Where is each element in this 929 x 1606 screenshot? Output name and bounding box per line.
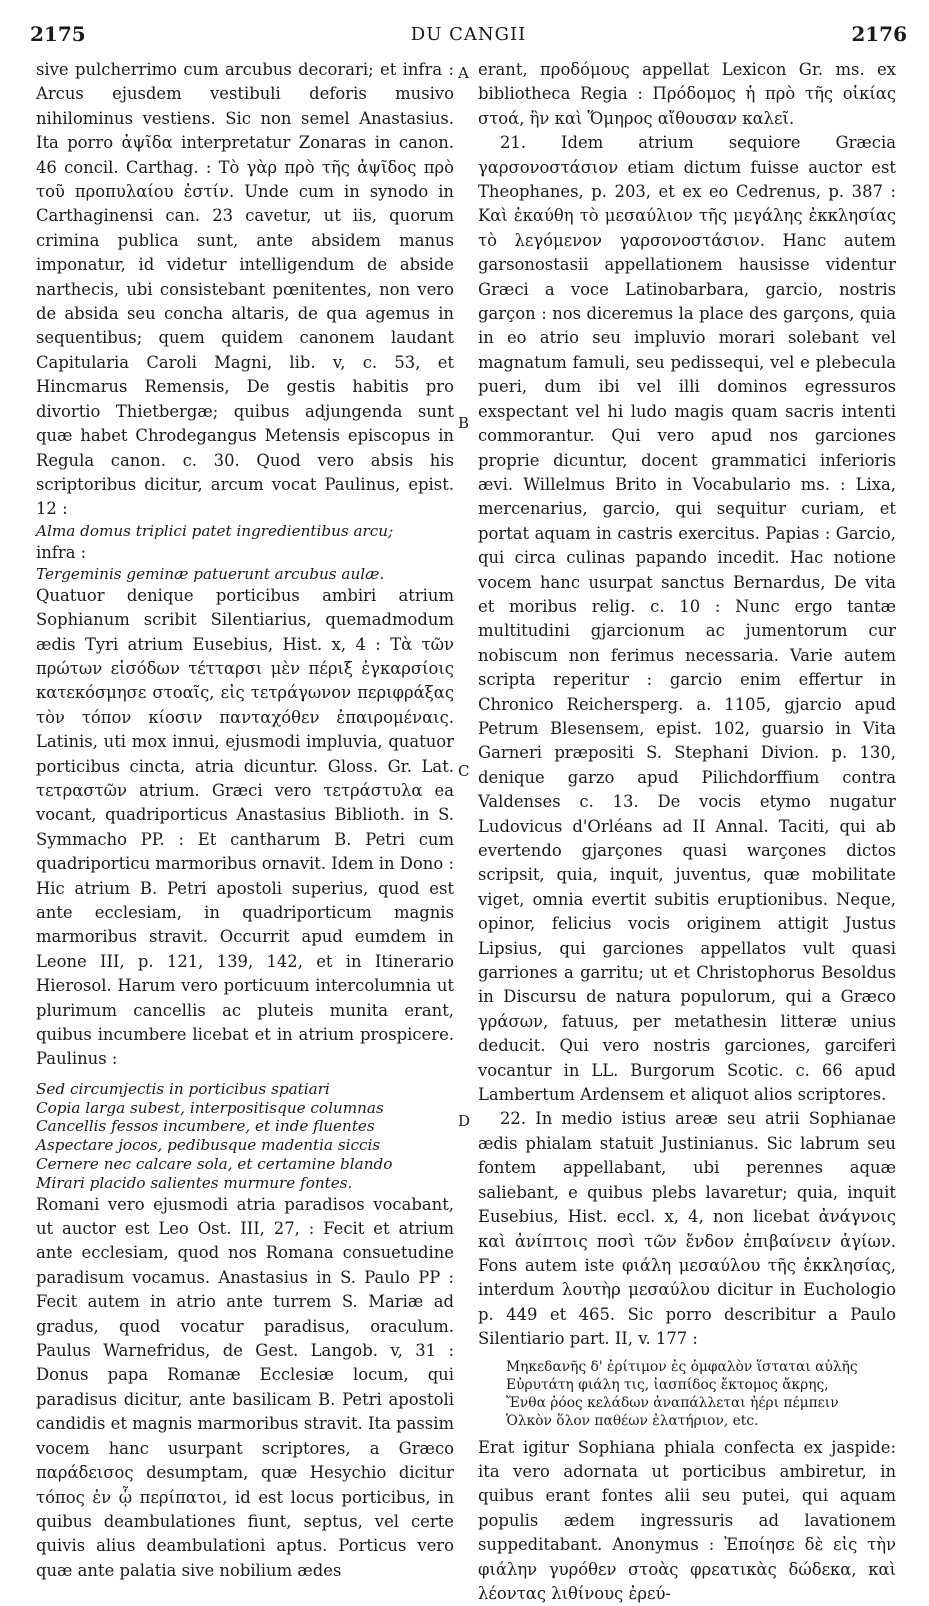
right-column: [478, 58, 896, 1606]
margin-letter-a: A: [458, 64, 469, 82]
verse-line: Sed circumjectis in porticibus spatiari: [36, 1079, 330, 1098]
left-verse-1: Alma domus triplici patet ingredientibus arcu;: [36, 521, 394, 540]
left-page-number: 2175: [30, 22, 86, 46]
right-paragraph-2: 21. Idem atrium sequiore Græcia γαρσονοστάσιον etiam dictum fuisse auctor est Theophanes, p. 203, et ex eo Cedrenus, p. 387 : Καὶ ἐκαύθη τὸ μεσαύλιον τῆς μεγάλης ἐκκλησίας τὸ λεγόμενον γαρσονοστάσιον. Hanc autem garsonostasii appellationem hausisse videntur Græci a voce Latinobarbara, garcio, nostris garçon : nos diceremus la place des garçons, quia in eo atrio seu impluvio morari solebant vel magnatum famuli, seu pedissequi, vel e plebecula pueri, dum ibi vel illi dominos egressuros exspectant vel hi ludo magis quam sacris intenti commorantur. Qui vero apud nos garciones proprie dicuntur, docent grammatici inferioris ævi. Willelmus Brito in Vocabulario ms. : Lixa, mercenarius, garcio, qui sequitur curiam, et portat aquam in castris exercitus. Papias : Garcio, qui circa culinas papando incedit. Hac notione vocem hanc usurpat sanctus Bernardus, De vita et moribus relig. c. 10 : Nunc ergo tantæ multitudini gjarcionum ac jumentorum cur nobiscum non ferimus necessaria. Varie autem scripta reperitur : garcio enim effertur in Chronico Reichersperg. a. 1105, gjarcio apud Petrum Blesensem, epist. 102, guarsio in Vita Garneri præpositi S. Stephani Divion. p. 130, denique garzo apud Pilichdorffium contra Valdenses c. 13. De vocis etymo nugatur Ludovicus d'Orléans ad II Annal. Taciti, qui ab evertendo gjarçones quasi warçones dictos scripsit, quia, inquit, juventus, quæ mobilitate viget, omnia evertit subitis eruptionibus. Neque, opinor, felicius vocis originem attigit Justus Lipsius, qui garciones appellatos vult quasi garriones a garritu; ut et Christophorus Besoldus in Discursu de natura populorum, qui a Græco γράσων, fatuus, per metathesin litteræ unius deducit. Qui vero nostris garciones, garciferi vocantur in LL. Burgorum Scotic. c. 66 apud Lambertum Ardensem et aliquot alios scriptores.: [478, 133, 896, 1105]
left-verse-2: Tergeminis geminæ patuerunt arcubus aulæ.: [36, 564, 385, 583]
left-paragraph-3: Romani vero ejusmodi atria paradisos vocabant, ut auctor est Leo Ost. III, 27, : Fecit et atrium ante ecclesiam, quod nos Romana consuetudine paradisum vocamus. Anastasius in S. Paulo PP : Fecit autem in atrio ante turrem S. Mariæ ad gradus, quod vocatur paradisus, oraculum. Paulus Warnefridus, de Gest. Langob. v, 31 : Donus papa Romanæ Ecclesiæ locum, qui paradisus dicitur, ante basilicam B. Petri apostoli candidis et magnis marmoribus stravit. Ita passim vocem hanc usurpant scriptores, a Græco παράδεισος desumptam, quæ Hesychio dicitur τόπος ἐν ᾧ περίπατοι, id est locus porticibus, in quibus deambulationes fiunt, septus, vel certe quivis alius deambulationi aptus. Porticus vero quæ ante palatia sive nobilium ædes: [36, 1194, 454, 1580]
verse-line: Cancellis fessos incumbere, et inde fluentes: [36, 1117, 375, 1136]
greek-verse-line: Ὁλκὸν ὅλον παθέων ἐλατήριον, etc.: [506, 1412, 759, 1429]
verse-line: Mirari placido salientes murmure fontes.: [36, 1173, 353, 1192]
greek-verse-line: Μηκεδανῆς δ' ἐρίτιμον ἐς ὀμφαλὸν ἵσταται αὐλῆς: [506, 1358, 858, 1375]
left-column: [36, 58, 454, 1583]
verse-line: Cernere nec calcare sola, et certamine blando: [36, 1155, 393, 1174]
right-paragraph-1: erant, προδόμους appellat Lexicon Gr. ms. ex bibliotheca Regia : Πρόδομος ἡ πρὸ τῆς οἰκίας στοά, ἣν καὶ Ὅμηρος αἴθουσαν καλεῖ.: [478, 60, 896, 128]
right-paragraph-4: Erat igitur Sophiana phiala confecta ex jaspide: ita vero adornata ut porticibus ambiretur, in quibus erant fontes alii seu putei, qui aquam populis ædem ingressuris ad lavationem suppeditabant. Anonymus : Ἐποίησε δὲ εἰς τὴν φιάλην γυρόθεν στοὰς φρεατικὰς δώδεκα, καὶ λέοντας λιθίνους ἐρεύ-: [478, 1437, 896, 1603]
page-header: [30, 22, 907, 52]
margin-letter-b: B: [458, 414, 470, 432]
verse-line: Copia larga subest, interpositisque columnas: [36, 1098, 384, 1117]
greek-verse-line: Εὐρυτάτη φιάλη τις, ἰασπίδος ἔκτομος ἄκρης,: [506, 1376, 829, 1393]
right-paragraph-3: 22. In medio istius areæ seu atrii Sophianae ædis phialam statuit Justinianus. Sic labrum seu fontem appellabant, ubi perennes aquæ saliebant, e quibus plebs lavaretur; quia, inquit Eusebius, Hist. eccl. x, 4, non licebat ἀνάγνοις καὶ ἀνίπτοις ποσὶ τῶν ἔνδον ἐπιβαίνειν ἁγίων. Fons autem iste φιάλη μεσαύλου τῆς ἐκκλησίας, interdum λουτὴρ μεσαύλου dicitur in Euchologio p. 449 et 465. Sic porro describitur a Paulo Silentiario part. II, v. 177 :: [478, 1109, 896, 1349]
greek-verse: [506, 1358, 896, 1430]
left-infra: infra :: [36, 542, 87, 562]
verse-line: Aspectare jocos, pedibusque madentia siccis: [36, 1136, 381, 1155]
right-page-number: 2176: [851, 22, 907, 46]
greek-verse-line: Ἔνθα ῥόος κελάδων ἀναπάλλεται ἠέρι πέμπειν: [506, 1394, 839, 1411]
left-paragraph-1: sive pulcherrimo cum arcubus decorari; et infra : Arcus ejusdem vestibuli deforis musivo nihilominus vestiens. Sic non semel Anastasius. Ita porro ἀψῖδα interpretatur Zonaras in canon. 46 concil. Carthag. : Τὸ γὰρ πρὸ τῆς ἀψῖδος πρὸ τοῦ προπυλαίου ἐστίν. Unde cum in synodo in Carthaginensi can. 23 cavetur, ut iis, quorum crimina publica sunt, ante absidem manus imponatur, id videtur intelligendum de abside narthecis, ubi consistebant pœnitentes, non vero de absida seu concha altaris, de qua agemus in sequentibus; quem quidem canonem laudant Capitularia Caroli Magni, lib. v, c. 53, et Hincmarus Remensis, De gestis habitis pro divortio Thietbergæ; quibus adjungenda sunt quæ habet Chrodegangus Metensis episcopus in Regula canon. c. 30. Quod vero absis his scriptoribus dicitur, arcum vocat Paulinus, epist. 12 :: [36, 60, 454, 519]
margin-letter-c: C: [458, 762, 470, 780]
left-paragraph-2: Quatuor denique porticibus ambiri atrium Sophianum scribit Silentiarius, quemadmodum ædis Tyri atrium Eusebius, Hist. x, 4 : Τὰ τῶν πρώτων εἰσόδων τέτταρσι μὲν πέριξ ἐγκαρσίοις κατεκόσμησε στοαῖς, εἰς τετράγωνον περιφράξας τὸν τόπον κίοσιν πανταχόθεν ἐπαιρομέναις. Latinis, uti mox innui, ejusmodi impluvia, quatuor porticibus cincta, atria dicuntur. Gloss. Gr. Lat. τετραστῶν atrium. Græci vero τετράστυλα ea vocant, quadriporticus Anastasius Biblioth. in S. Symmacho PP. : Et cantharum B. Petri cum quadriporticu marmoribus ornavit. Idem in Dono : Hic atrium B. Petri apostoli superius, quod est ante ecclesiam, in quadriporticum magnis marmoribus stravit. Occurrit apud eumdem in Leone III, p. 121, 139, 142, et in Itinerario Hierosol. Harum vero porticuum intercolumnia ut plurimum cancellis ac pluteis munita erant, quibus incumbere licebat et in atrium prospicere. Paulinus :: [36, 585, 454, 1069]
margin-letter-d: D: [458, 1112, 471, 1130]
running-title: DU CANGII: [410, 24, 527, 45]
